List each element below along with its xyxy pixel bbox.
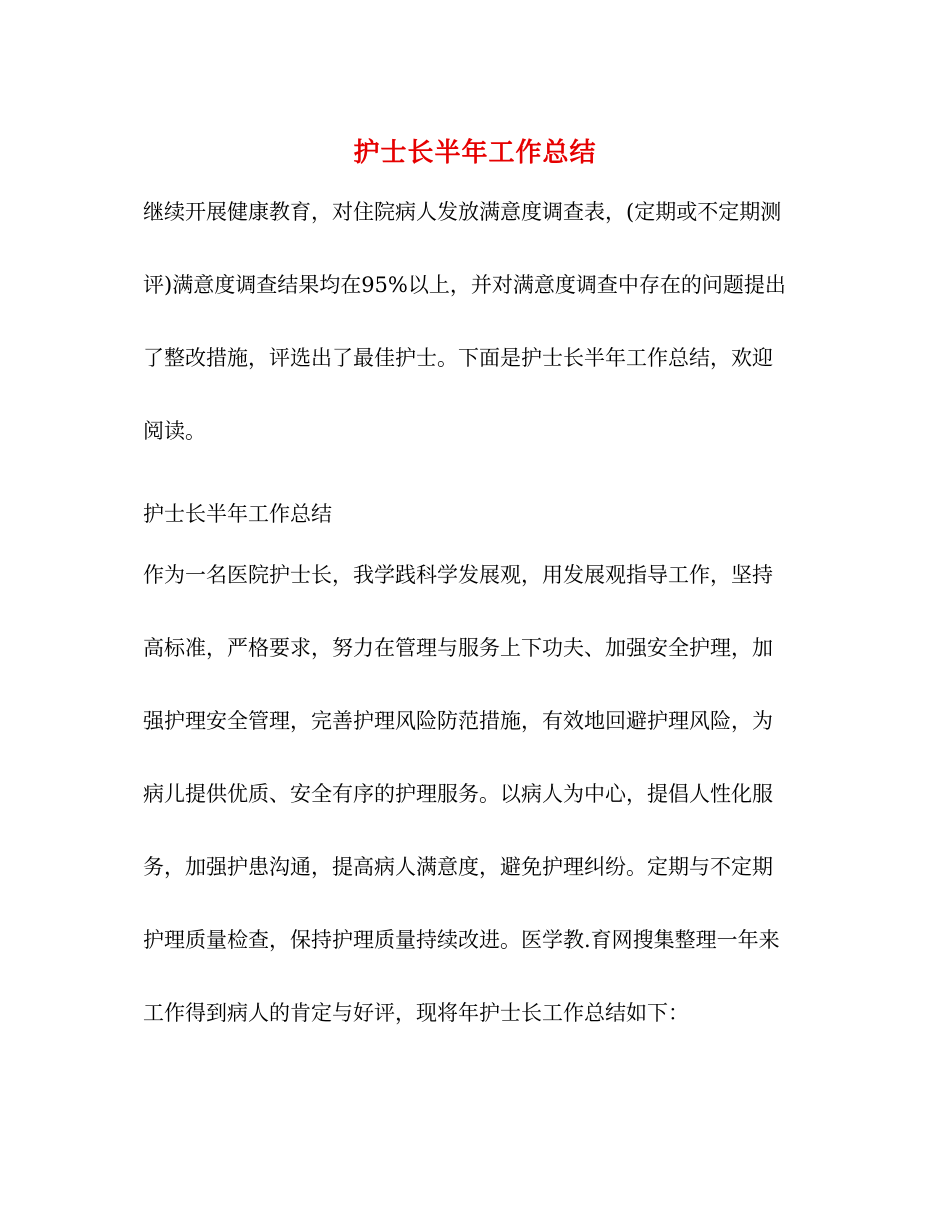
body-line: 护理质量检查，保持护理质量持续改进。医学教.育网搜集整理一年来 xyxy=(143,928,780,952)
body-line: 务，加强护患沟通，提高病人满意度，避免护理纠纷。定期与不定期 xyxy=(143,855,773,879)
document-title: 护士长半年工作总结 xyxy=(353,138,597,168)
body-line: 强护理安全管理，完善护理风险防范措施，有效地回避护理风险，为 xyxy=(143,709,773,733)
body-line: 高标准，严格要求，努力在管理与服务上下功夫、加强安全护理，加 xyxy=(143,636,773,660)
section-heading: 护士长半年工作总结 xyxy=(143,502,332,526)
body-paragraph xyxy=(143,539,823,1050)
intro-line: 阅读。 xyxy=(143,419,206,443)
intro-line: 继续开展健康教育，对住院病人发放满意度调查表，(定期或不定期测 xyxy=(143,200,782,224)
body-line: 病儿提供优质、安全有序的护理服务。以病人为中心，提倡人性化服 xyxy=(143,782,773,806)
body-line: 工作得到病人的肯定与好评，现将年护士长工作总结如下： xyxy=(143,1001,689,1025)
intro-line: 评)满意度调查结果均在95%以上，并对满意度调查中存在的问题提出 xyxy=(143,273,786,297)
body-line: 作为一名医院护士长，我学践科学发展观，用发展观指导工作，坚持 xyxy=(143,563,773,587)
intro-paragraph xyxy=(143,176,823,468)
intro-line: 了整改措施，评选出了最佳护士。下面是护士长半年工作总结，欢迎 xyxy=(143,346,773,370)
